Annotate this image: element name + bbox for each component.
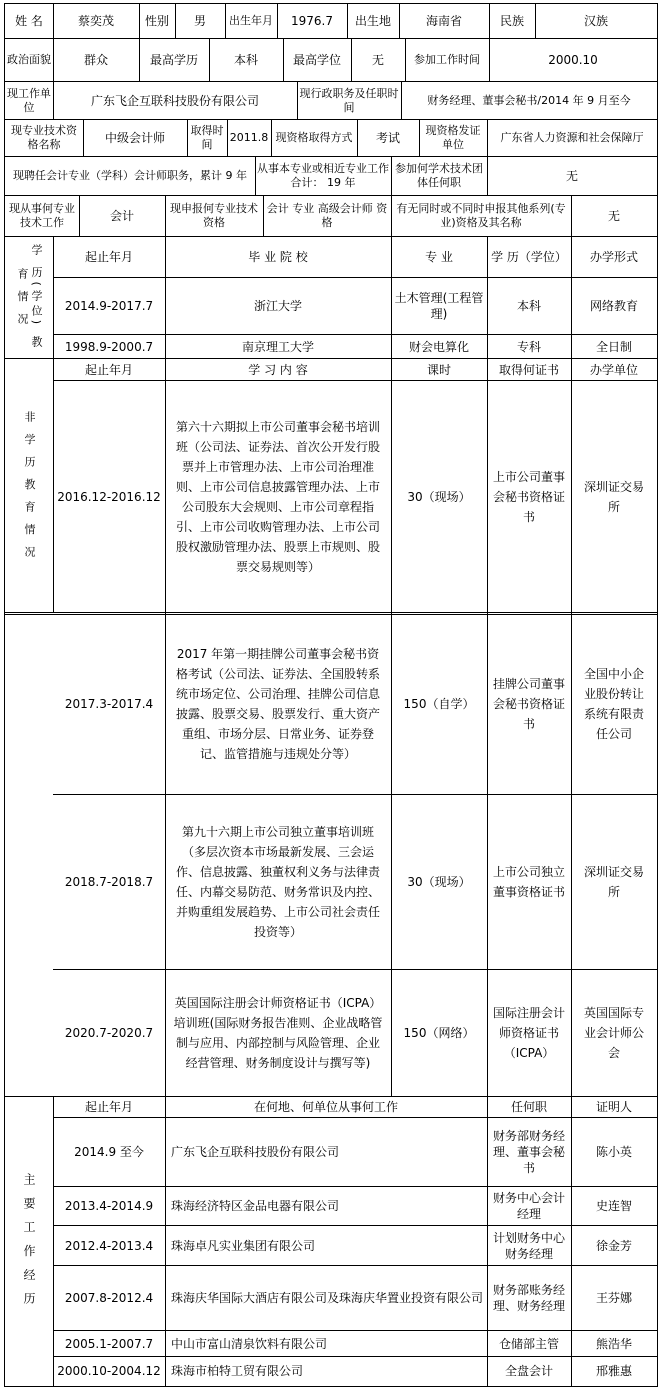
table-rule bbox=[53, 614, 54, 615]
obtain-method-label: 现资格取得方式 bbox=[275, 131, 353, 144]
work-ref: 徐金芳 bbox=[595, 1238, 632, 1253]
table-rule bbox=[489, 3, 490, 39]
table-rule bbox=[4, 195, 658, 196]
table-rule bbox=[53, 380, 658, 381]
table-rule bbox=[347, 3, 348, 39]
table-border bbox=[4, 3, 658, 4]
table-rule bbox=[487, 1096, 488, 1387]
table-rule bbox=[283, 38, 284, 82]
work-start-label: 参加工作时间 bbox=[414, 53, 480, 66]
work-company: 中山市富山清泉饮料有限公司 bbox=[171, 1336, 328, 1351]
edu-header-school: 毕 业 院 校 bbox=[248, 250, 308, 264]
work-side-label: 主 要 工 作 经 历 bbox=[22, 1173, 36, 1309]
edu-header-level: 学 历（学位） bbox=[491, 250, 567, 264]
name-value: 蔡奕茂 bbox=[77, 14, 114, 28]
apply-value: 会计 专业 高级会计师 资格 bbox=[266, 202, 388, 229]
edu-label: 最高学历 bbox=[149, 53, 198, 67]
work-ref: 陈小英 bbox=[595, 1145, 632, 1159]
table-rule bbox=[571, 1096, 572, 1387]
other-label: 有无同时或不同时申报其他系列(专业)资格及其名称 bbox=[396, 202, 566, 229]
table-rule bbox=[297, 81, 298, 120]
work-ref: 邢雅惠 bbox=[595, 1364, 632, 1378]
work-role: 财务中心会计经理 bbox=[492, 1191, 565, 1221]
train-header-org: 办学单位 bbox=[589, 362, 638, 377]
work-role: 财务部账务经理、财务经理 bbox=[492, 1283, 565, 1313]
train-content: 英国国际注册会计师资格证书（ICPA）培训班(国际财务报告准则、企业战略管制与应用、内部控制与风险管理、企业经营管理、财务制度设计与撰写等) bbox=[173, 996, 383, 1070]
train-cert: 上市公司董事会秘书资格证书 bbox=[493, 469, 566, 524]
obtain-time-value: 2011.8 bbox=[229, 131, 269, 144]
academic-label: 参加何学术技术团体任何职 bbox=[395, 162, 483, 189]
obtain-time-label: 取得时间 bbox=[190, 124, 224, 151]
academic-value: 无 bbox=[565, 169, 578, 183]
table-rule bbox=[139, 38, 140, 82]
table-rule bbox=[4, 81, 658, 82]
table-rule bbox=[255, 156, 256, 196]
train-hours: 30（现场） bbox=[407, 489, 471, 504]
table-rule bbox=[53, 1186, 658, 1187]
table-rule bbox=[419, 119, 420, 157]
table-rule bbox=[357, 119, 358, 157]
work-header-role: 任何职 bbox=[510, 1100, 547, 1114]
other-value: 无 bbox=[607, 209, 620, 223]
table-rule bbox=[53, 969, 658, 970]
table-rule bbox=[271, 119, 272, 157]
table-rule bbox=[4, 612, 658, 613]
table-rule bbox=[4, 119, 658, 120]
table-rule bbox=[391, 156, 392, 196]
work-role: 财务部财务经理、董事会秘书 bbox=[492, 1129, 565, 1175]
table-rule bbox=[487, 156, 488, 196]
table-rule bbox=[4, 358, 658, 359]
table-rule bbox=[227, 119, 228, 157]
years-text: 从事本专业或相近专业工作合计： 19 年 bbox=[257, 162, 389, 189]
ethnicity-value: 汉族 bbox=[583, 14, 608, 28]
birth-label: 出生年月 bbox=[229, 14, 273, 27]
edu-major: 财会电算化 bbox=[408, 339, 469, 354]
table-rule bbox=[53, 1117, 658, 1118]
table-border bbox=[4, 1386, 658, 1387]
train-content: 2017 年第一期挂牌公司董事会秘书资格考试（公司法、证券法、全国股转系统市场定位、公司治理、挂牌公司信息披露、股票交易、股票发行、重大资产重组、市场分层、日常业务、证券登记、监管措施与违规处分等） bbox=[175, 647, 380, 761]
table-rule bbox=[53, 1225, 658, 1226]
table-rule bbox=[4, 1096, 658, 1097]
table-rule bbox=[165, 236, 166, 1097]
train-hours: 30（现场） bbox=[407, 875, 471, 889]
edu-major: 土木管理(工程管理) bbox=[394, 291, 484, 321]
table-rule bbox=[351, 38, 352, 82]
train-period: 2018.7-2018.7 bbox=[64, 875, 154, 889]
table-rule bbox=[53, 38, 54, 82]
train-period: 2020.7-2020.7 bbox=[64, 1026, 154, 1040]
work-role: 全盘会计 bbox=[504, 1364, 553, 1378]
table-rule bbox=[535, 3, 536, 39]
train-period: 2016.12-2016.12 bbox=[57, 489, 161, 504]
edu-form: 全日制 bbox=[595, 339, 632, 354]
work-role: 仓储部主管 bbox=[498, 1336, 559, 1351]
table-rule bbox=[165, 1096, 166, 1387]
train-org: 英国国际专业会计师公会 bbox=[583, 1006, 644, 1060]
edu-value: 本科 bbox=[233, 53, 258, 67]
edu-level: 专科 bbox=[516, 339, 541, 354]
employer-value: 广东飞企互联科技股份有限公司 bbox=[90, 93, 259, 108]
employer-label: 现工作单位 bbox=[7, 86, 51, 114]
table-rule bbox=[175, 3, 176, 39]
table-rule bbox=[401, 81, 402, 120]
work-start-value: 2000.10 bbox=[548, 53, 598, 67]
gender-label: 性别 bbox=[144, 14, 169, 28]
work-company: 珠海市柏特工贸有限公司 bbox=[171, 1364, 304, 1378]
table-rule bbox=[209, 38, 210, 82]
table-rule bbox=[83, 119, 84, 157]
table-rule bbox=[53, 3, 54, 39]
work-company: 广东飞企互联科技股份有限公司 bbox=[171, 1145, 340, 1159]
political-value: 群众 bbox=[83, 53, 108, 67]
table-rule bbox=[79, 195, 80, 237]
issuer-label: 现资格发证单位 bbox=[425, 124, 481, 151]
train-org: 全国中小企业股份转让系统有限责任公司 bbox=[583, 667, 644, 741]
table-rule bbox=[4, 614, 658, 615]
table-rule bbox=[53, 1096, 54, 1387]
table-rule bbox=[53, 1265, 658, 1266]
edu-period: 2014.9-2017.7 bbox=[64, 299, 154, 313]
table-rule bbox=[225, 3, 226, 39]
obtain-method-value: 考试 bbox=[375, 131, 400, 145]
work-period: 2007.8-2012.4 bbox=[64, 1291, 154, 1305]
tech-title-value: 中级会计师 bbox=[104, 131, 165, 145]
table-rule bbox=[4, 38, 658, 39]
table-border bbox=[4, 3, 5, 1387]
table-rule bbox=[571, 195, 572, 237]
ethnicity-label: 民族 bbox=[499, 14, 524, 28]
work-header-period: 起止年月 bbox=[84, 1100, 133, 1114]
work-period: 2012.4-2013.4 bbox=[64, 1238, 154, 1253]
table-rule bbox=[391, 236, 392, 1097]
edu-period: 1998.9-2000.7 bbox=[64, 339, 154, 354]
table-rule bbox=[53, 236, 54, 613]
work-period: 2013.4-2014.9 bbox=[64, 1199, 154, 1213]
table-rule bbox=[187, 119, 188, 157]
table-rule bbox=[53, 1330, 658, 1331]
table-rule bbox=[53, 81, 54, 120]
train-cert: 上市公司独立董事资格证书 bbox=[493, 865, 566, 899]
table-rule bbox=[487, 236, 488, 1097]
current-work-value: 会计 bbox=[109, 209, 134, 223]
train-hours: 150（自学） bbox=[403, 697, 475, 711]
employ-text: 现聘任会计专业（学科）会计师职务，累计 9 年 bbox=[13, 169, 247, 182]
train-header-hours: 课时 bbox=[426, 362, 451, 377]
train-content: 第九十六期上市公司独立董事培训班（多层次资本市场最新发展、三会运作、信息披露、独董权利义务与法律责任、内幕交易防范、财务常识及内控、并购重组发展趋势、上市公司社会责任投资等） bbox=[175, 825, 380, 939]
edu-header-form: 办学形式 bbox=[589, 250, 638, 264]
train-header-content: 学 习 内 容 bbox=[248, 362, 308, 377]
edu-level: 本科 bbox=[516, 299, 541, 313]
work-period: 2014.9 至今 bbox=[74, 1145, 144, 1159]
table-rule bbox=[4, 236, 658, 237]
table-rule bbox=[489, 38, 490, 82]
work-period: 2000.10-2004.12 bbox=[57, 1364, 161, 1378]
apply-label: 现申报何专业技术资格 bbox=[170, 202, 258, 229]
gender-value: 男 bbox=[193, 14, 206, 28]
work-header-company: 在何地、何单位从事何工作 bbox=[253, 1100, 398, 1114]
edu-header-period: 起止年月 bbox=[84, 250, 133, 264]
table-rule bbox=[405, 38, 406, 82]
table-rule bbox=[263, 195, 264, 237]
train-header-cert: 取得何证书 bbox=[498, 362, 559, 377]
train-org: 深圳证交易所 bbox=[583, 479, 644, 514]
train-cert: 国际注册会计师资格证书（ICPA） bbox=[493, 1006, 566, 1060]
edu-header-major: 专 业 bbox=[425, 250, 453, 264]
education-side-label: 学 历(学位) 教 育 情 况 bbox=[16, 244, 43, 351]
train-content: 第六十六期拟上市公司董事会秘书培训班（公司法、证券法、首次公开发行股票并上市管理办法、上市公司治理准则、上市公司信息披露管理办法、上市公司股东大会规则、上市公司章程指引、上市公司收购管理办法、上市公司股权激励管理办法、股票上市规则、股票交易规则等） bbox=[175, 419, 380, 574]
name-label: 姓 名 bbox=[15, 14, 43, 28]
work-period: 2005.1-2007.7 bbox=[64, 1336, 154, 1351]
birth-value: 1976.7 bbox=[291, 14, 333, 28]
position-label: 现行政职务及任职时间 bbox=[299, 86, 399, 114]
work-company: 珠海卓凡实业集团有限公司 bbox=[171, 1238, 316, 1253]
table-rule bbox=[277, 3, 278, 39]
issuer-value: 广东省人力资源和社会保障厅 bbox=[500, 131, 644, 144]
train-cert: 挂牌公司董事会秘书资格证书 bbox=[493, 677, 566, 731]
current-work-label: 现从事何专业技术工作 bbox=[9, 202, 75, 229]
edu-school: 浙江大学 bbox=[253, 299, 302, 313]
table-rule bbox=[487, 119, 488, 157]
edu-form: 网络教育 bbox=[589, 299, 638, 313]
table-rule bbox=[53, 1356, 658, 1357]
tech-title-label: 现专业技术资格名称 bbox=[11, 124, 77, 151]
work-company: 珠海经济特区金品电器有限公司 bbox=[171, 1199, 340, 1213]
train-period: 2017.3-2017.4 bbox=[64, 697, 154, 711]
table-rule bbox=[165, 195, 166, 237]
train-header-period: 起止年月 bbox=[84, 362, 133, 377]
train-hours: 150（网络） bbox=[403, 1026, 475, 1040]
degree-value: 无 bbox=[371, 53, 384, 67]
work-ref: 史连智 bbox=[595, 1199, 632, 1213]
work-ref: 王芬娜 bbox=[595, 1291, 632, 1305]
work-company: 珠海庆华国际大酒店有限公司及珠海庆华置业投资有限公司 bbox=[171, 1291, 484, 1305]
train-org: 深圳证交易所 bbox=[583, 865, 644, 899]
table-rule bbox=[391, 195, 392, 237]
political-label: 政治面貌 bbox=[7, 53, 51, 66]
table-rule bbox=[399, 3, 400, 39]
table-border bbox=[657, 3, 658, 1387]
table-rule bbox=[53, 794, 658, 795]
position-value: 财务经理、董事会秘书/2014 年 9 月至今 bbox=[427, 93, 631, 107]
birthplace-label: 出生地 bbox=[354, 14, 391, 28]
table-rule bbox=[4, 156, 658, 157]
training-side-label: 非 学 历 教 育 情 况 bbox=[23, 410, 36, 561]
work-header-ref: 证明人 bbox=[595, 1100, 632, 1114]
table-rule bbox=[53, 334, 658, 335]
table-rule bbox=[53, 277, 658, 278]
table-rule bbox=[139, 3, 140, 39]
work-ref: 熊浩华 bbox=[595, 1336, 632, 1351]
work-role: 计划财务中心财务经理 bbox=[492, 1230, 565, 1261]
birthplace-value: 海南省 bbox=[425, 14, 462, 28]
edu-school: 南京理工大学 bbox=[241, 339, 314, 354]
table-rule bbox=[571, 236, 572, 1097]
degree-label: 最高学位 bbox=[292, 53, 341, 67]
